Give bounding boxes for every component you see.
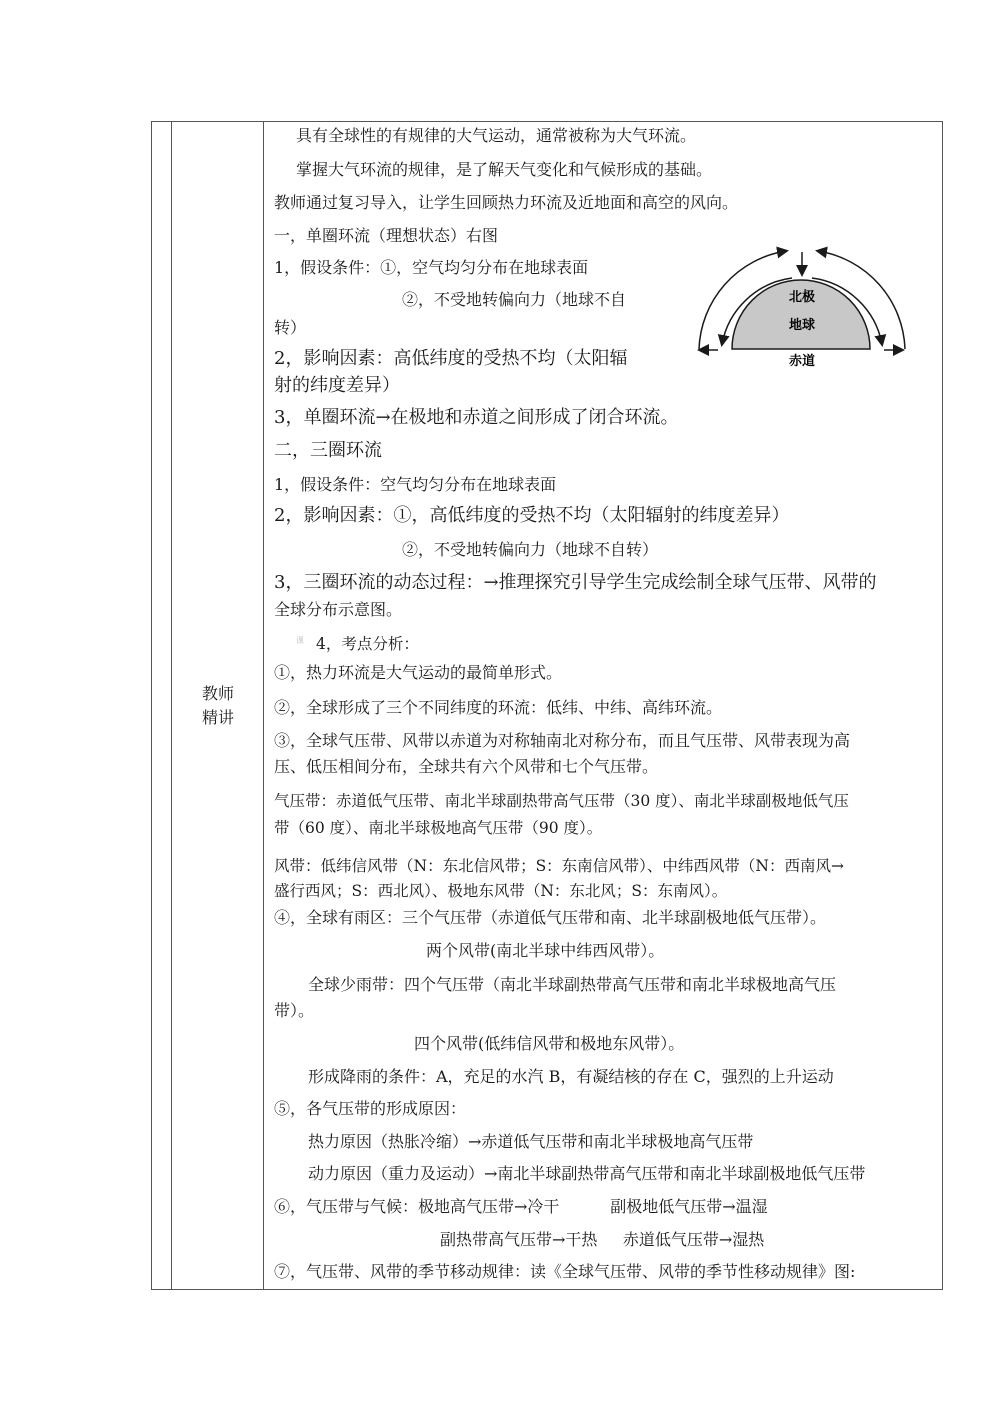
heading-three-cell: 二，三圈环流 — [274, 440, 382, 461]
text-line: ③，全球气压带、风带以赤道为对称轴南北对称分布，而且气压带、风带表现为高 — [274, 731, 851, 750]
single-cell-circulation-diagram — [682, 246, 920, 374]
section-label-cell — [172, 682, 264, 730]
text-line: ④，全球有雨区：三个气压带（赤道低气压带和南、北半球副极地低气压带）。 — [274, 908, 827, 927]
text-line: 掌握大气环流的规律，是了解天气变化和气候形成的基础。 — [296, 160, 713, 179]
text-line: 2，影响因素：①，高低纬度的受热不均（太阳辐射的纬度差异） — [274, 505, 790, 526]
text-line: 全球少雨带：四个气压带（南北半球副热带高气压带和南北半球极地高气压 — [308, 975, 837, 994]
text-line: 1，假设条件：空气均匀分布在地球表面 — [274, 475, 557, 494]
text-line: 2，影响因素：高低纬度的受热不均（太阳辐 — [274, 348, 628, 369]
text-line: 气压带：赤道低气压带、南北半球副热带高气压带（30 度）、南北半球副极地低气压 — [274, 792, 849, 810]
section-label-line-1: 教师 — [201, 684, 234, 703]
text-line: 3，三圈环流的动态过程：→推理探究引导学生完成绘制全球气压带、风带的 — [274, 572, 877, 593]
text-line: ②，不受地转偏向力（地球不自 — [402, 290, 627, 309]
text-line: 带（60 度）、南北半球极地高气压带（90 度）。 — [274, 819, 603, 837]
text-line: ⑤，各气压带的形成原因： — [274, 1099, 467, 1118]
text-line: 全球分布示意图。 — [274, 600, 403, 619]
text-line: 转） — [274, 318, 307, 337]
text-line: ①，热力环流是大气运动的最简单形式。 — [274, 663, 563, 682]
text-line: 射的纬度差异） — [274, 375, 400, 396]
text-line: 动力原因（重力及运动）→南北半球副热带高气压带和南北半球副极地低气压带 — [308, 1164, 866, 1183]
text-line: 四个风带(低纬信风带和极地东风带）。 — [414, 1034, 685, 1053]
text-line: 副热带高气压带→干热 赤道低气压带→湿热 — [440, 1230, 765, 1249]
text-line: ⑦，气压带、风带的季节移动规律：读《全球气压带、风带的季节性移动规律》图: — [274, 1262, 856, 1281]
text-line: 带）。 — [274, 1001, 315, 1020]
text-line: ②，不受地转偏向力（地球不自转） — [402, 540, 659, 559]
circulation-svg — [682, 246, 920, 374]
text-line: 风带：低纬信风带（N：东北信风带；S：东南信风带）、中纬西风带（N：西南风→ — [274, 857, 844, 875]
equator-label: 赤道 — [788, 354, 816, 369]
text-line: 教师通过复习导入，让学生回顾热力环流及近地面和高空的风向。 — [274, 193, 739, 212]
text-line: 盛行西风；S：西北风）、极地东风带（N：东北风；S：东南风）。 — [274, 882, 728, 900]
text-line: 形成降雨的条件：A，充足的水汽 B，有凝结核的存在 C，强烈的上升运动 — [308, 1067, 834, 1086]
text-line: ⑥，气压带与气候：极地高气压带→冷干 副极地低气压带→温湿 — [274, 1197, 768, 1216]
heading-single-cell: 一，单圈环流（理想状态）右图 — [274, 226, 499, 245]
text-line: 两个风带(南北半球中纬西风带）。 — [426, 941, 665, 960]
pole-label: 北极 — [788, 290, 816, 305]
text-line: 具有全球性的有规律的大气运动，通常被称为大气环流。 — [296, 126, 697, 145]
text-line: $^课$ 4，考点分析： — [296, 635, 419, 654]
text-line: ②，全球形成了三个不同纬度的环流：低纬、中纬、高纬环流。 — [274, 698, 723, 717]
section-label-line-2: 精讲 — [201, 708, 234, 727]
artifact-glyph: 课 — [296, 636, 304, 645]
text-line: 压、低压相间分布，全球共有六个风带和七个气压带。 — [274, 757, 659, 776]
text-line: 1，假设条件：①，空气均匀分布在地球表面 — [274, 258, 589, 277]
text-line: 3，单圈环流→在极地和赤道之间形成了闭合环流。 — [274, 407, 679, 428]
text-line: 热力原因（热胀冷缩）→赤道低气压带和南北半球极地高气压带 — [308, 1132, 754, 1151]
earth-label: 地球 — [788, 318, 816, 333]
